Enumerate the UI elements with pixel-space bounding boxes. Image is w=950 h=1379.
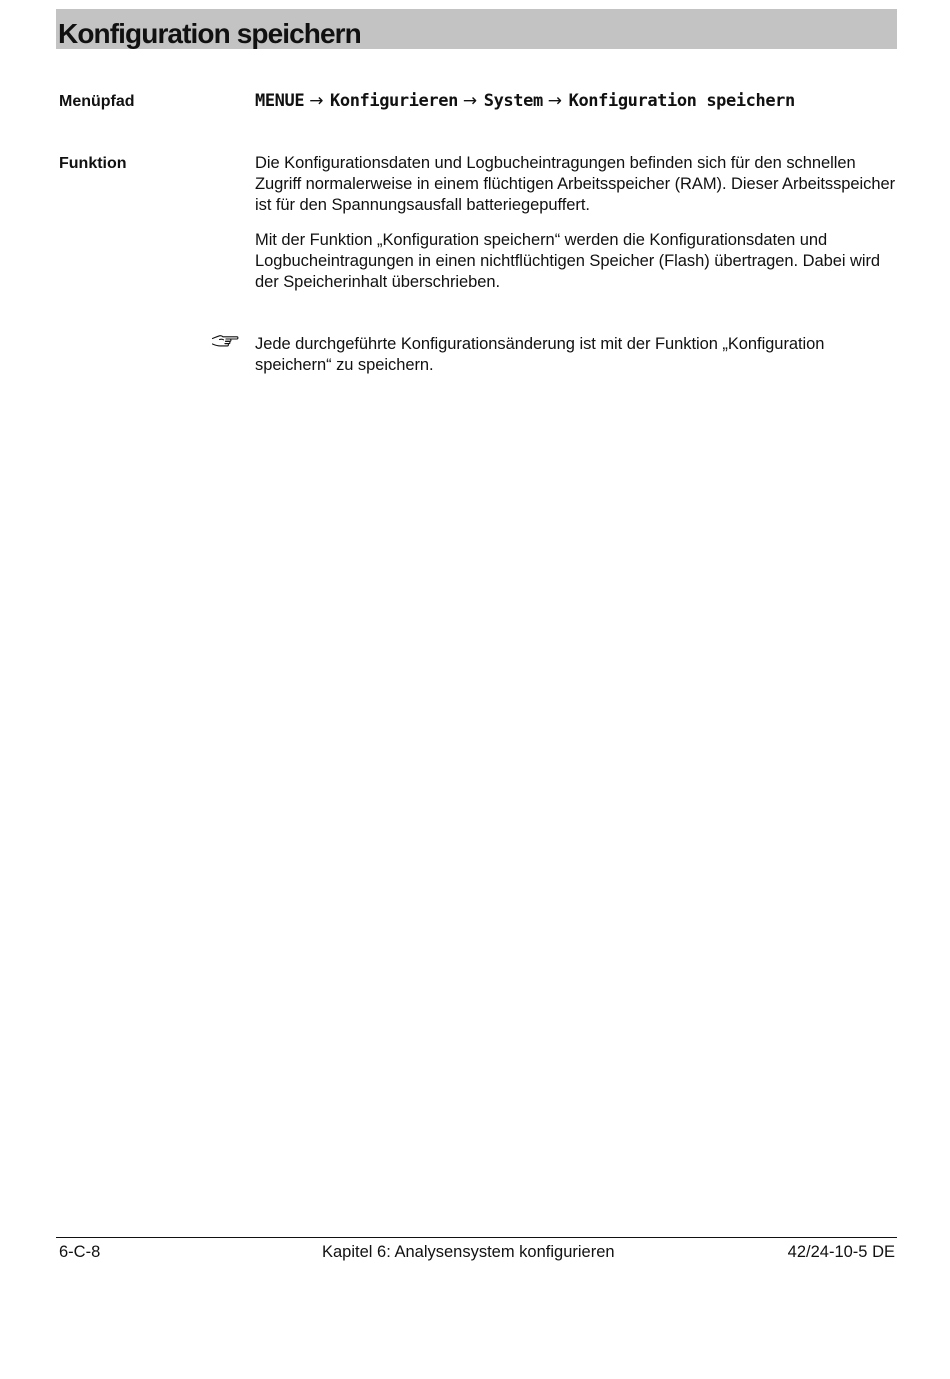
page-title: Konfiguration speichern [58, 18, 361, 49]
arrow-right-icon: → [547, 91, 562, 111]
footer-document-id: 42/24-10-5 DE [787, 1243, 895, 1261]
menu-path [255, 90, 795, 112]
function-paragraph-1: Die Konfigurationsdaten und Logbucheintragungen befinden sich für den schnellen Zugriff normalerweise in einem flüchtigen Arbeitsspeicher (RAM). Dieser Arbeitsspeicher ist für den Spannungsausfall batteriegepuffert. [255, 154, 896, 214]
menu-path-step: MENUE [255, 91, 305, 111]
footer-page-number: 6-C-8 [59, 1243, 101, 1261]
menu-path-step: Konfigurieren [330, 91, 458, 111]
function-paragraph-2: Mit der Funktion „Konfiguration speichern“ werden die Konfigurationsdaten und Logbucheintragungen in einen nichtflüchtigen Speicher (Flash) übertragen. Dabei wird der Speicherinhalt überschrieben. [255, 231, 881, 291]
pointing-hand-icon [211, 333, 239, 351]
note-text-block [255, 334, 903, 376]
function-label: Funktion [59, 155, 127, 172]
menu-path-label: Menüpfad [59, 93, 135, 110]
arrow-right-icon: → [462, 91, 477, 111]
function-description-2 [255, 230, 903, 293]
function-description [255, 153, 903, 216]
menu-path-step: Konfiguration speichern [568, 91, 795, 111]
arrow-right-icon: → [309, 91, 324, 111]
footer-chapter: Kapitel 6: Analysensystem konfigurieren [322, 1243, 615, 1261]
note-text: Jede durchgeführte Konfigurationsänderung ist mit der Funktion „Konfiguration speichern“ zu speichern. [255, 335, 825, 374]
footer-divider [56, 1237, 897, 1238]
title-bar [56, 9, 897, 49]
menu-path-step: System [483, 91, 543, 111]
